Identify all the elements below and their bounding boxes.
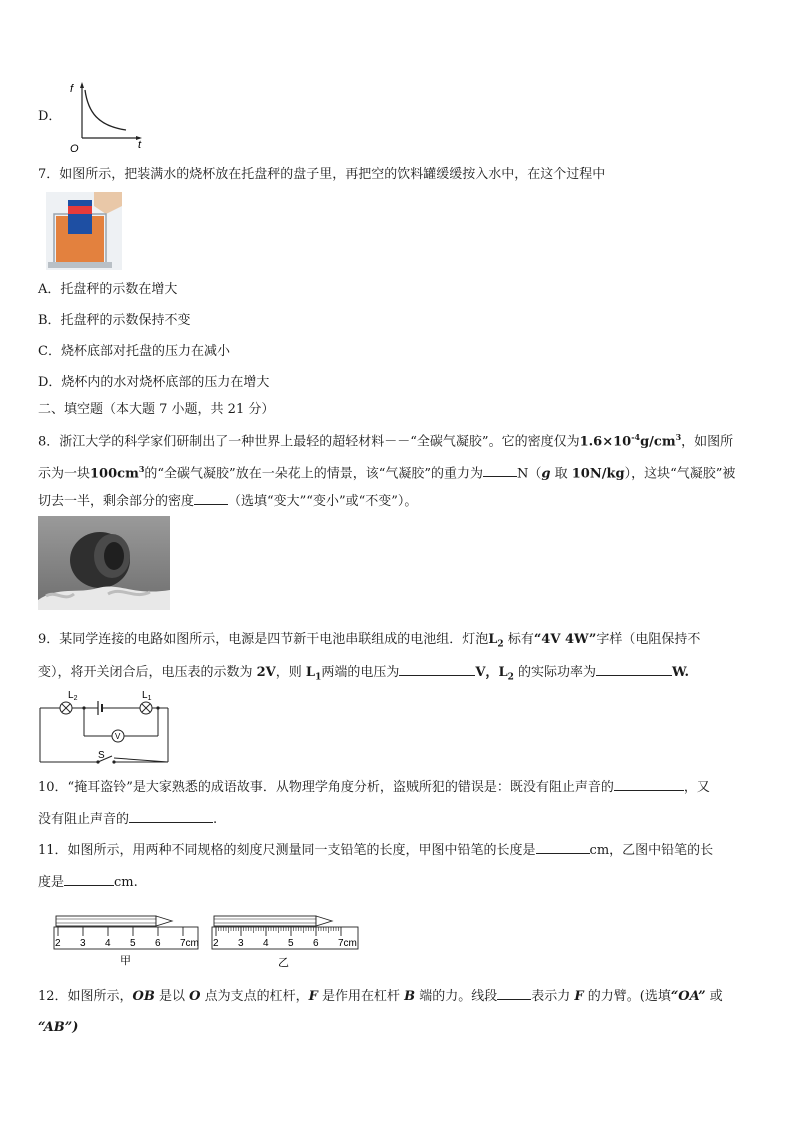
q10-blank-2[interactable] (129, 810, 213, 823)
q7-stem: 7．如图所示，把装满水的烧杯放在托盘秤的盘子里，再把空的饮料罐缓缓按入水中，在这个过程中 (38, 167, 606, 182)
beaker-photo (46, 192, 122, 270)
switch-lever (114, 758, 168, 762)
svg-text:L2: $L_2$ (68, 690, 78, 702)
q11-line1: 11．如图所示，用两种不同规格的刻度尺测量同一支铅笔的长度，甲图中铅笔的长度是 cm，乙图中铅笔的长 (38, 843, 714, 858)
ruler-jia-tick-label: 3 (80, 938, 86, 949)
q7-option-a: A．托盘秤的示数在增大 (38, 282, 178, 297)
graph-origin-label: O (70, 143, 79, 155)
label-jia: 甲 (120, 955, 131, 967)
circuit-l1-label: L (142, 690, 148, 701)
q11-blank-jia[interactable] (536, 841, 590, 854)
q8-line1: 8．浙江大学的科学家们研制出了一种世界上最轻的超轻材料－－“全碳气凝胶”。它的密度仅为$1.6\times 10^{-4}g/cm^3$，如图所 (38, 432, 734, 450)
ruler-jia-tick-label: 6 (155, 938, 161, 949)
ruler-jia-tick-label: 2 (55, 938, 61, 949)
q12-line2: “AB”) (38, 1020, 79, 1035)
circuit-diagram (36, 686, 174, 768)
q12-blank[interactable] (497, 987, 531, 1000)
q10-line1: 10．“掩耳盗铃”是大家熟悉的成语故事．从物理学角度分析，盗贼所犯的错误是：既没有阻止声音的 ，又 (38, 780, 710, 795)
q8-line3: 切去一半，剩余部分的密度 （选填“变大”“变小”或“不变”）。 (38, 494, 418, 509)
q10-line2: 没有阻止声音的 . (38, 812, 218, 827)
section-heading: 二、填空题（本大题 7 小题，共 21 分） (38, 402, 275, 417)
pencil-yi-icon (214, 916, 332, 926)
q9-blank-power[interactable] (596, 663, 672, 676)
q10-blank-1[interactable] (614, 778, 684, 791)
ruler-jia-tick-label: 4 (105, 938, 111, 949)
q9-blank-voltage[interactable] (399, 663, 475, 676)
option-d-label: D． (38, 109, 62, 124)
aerogel-photo (38, 516, 170, 610)
graph-x-label: t (138, 139, 142, 151)
q7-option-d: D．烧杯内的水对烧杯底部的压力在增大 (38, 375, 270, 390)
ruler-yi-tick-label: 3 (238, 938, 244, 949)
graph-y-label: f (70, 83, 74, 95)
q8-line2: 示为一块$100cm^3$的“全碳气凝胶”放在一朵花上的情景，该“气凝胶”的重力为 N（g 取 10N/kg），这块“气凝胶”被 (38, 464, 736, 482)
q8-blank-density[interactable] (194, 492, 228, 505)
ruler-yi-tick-label: 2 (213, 938, 219, 949)
ruler-jia-tick-label: 7cm (180, 938, 199, 949)
rulers-figure (50, 910, 362, 968)
q11-blank-yi[interactable] (64, 873, 114, 886)
q7-option-b: B．托盘秤的示数保持不变 (38, 313, 191, 328)
q9-line1: 9．某同学连接的电路如图所示，电源是四节新干电池串联组成的电池组．灯泡$L_2$ 标有“4V 4W”字样（电阻保持不 (38, 632, 701, 650)
q9-line2: 变），将开关闭合后，电压表的示数为 2V，则 $L_1$两端的电压为 V，$L_2$ 的实际功率为 W. (38, 665, 690, 683)
ruler-yi-tick-label: 4 (263, 938, 269, 949)
ruler-yi-tick-label: 7cm (338, 938, 357, 949)
voltmeter-label: V (115, 732, 121, 741)
ruler-yi-tick-label: 6 (313, 938, 319, 949)
f-t-graph (66, 80, 148, 156)
ruler-jia-tick-label: 5 (130, 938, 136, 949)
ruler-yi-tick-label: 5 (288, 938, 294, 949)
pencil-jia-icon (56, 916, 172, 926)
q7-option-c: C．烧杯底部对托盘的压力在减小 (38, 344, 230, 359)
ruler-jia (54, 927, 198, 949)
q8-blank-weight[interactable] (483, 464, 517, 477)
circuit-l2-label: L (68, 690, 74, 701)
q12-line1: 12．如图所示，OB 是以 O 点为支点的杠杆，F 是作用在杠杆 B 端的力。线段 表示力 F 的力臂。(选填“OA” 或 (38, 989, 723, 1004)
switch-label: S (98, 750, 105, 761)
label-yi: 乙 (278, 957, 289, 968)
svg-text:L1: $L_1$ (142, 690, 152, 702)
q11-line2: 度是 cm. (38, 875, 138, 890)
